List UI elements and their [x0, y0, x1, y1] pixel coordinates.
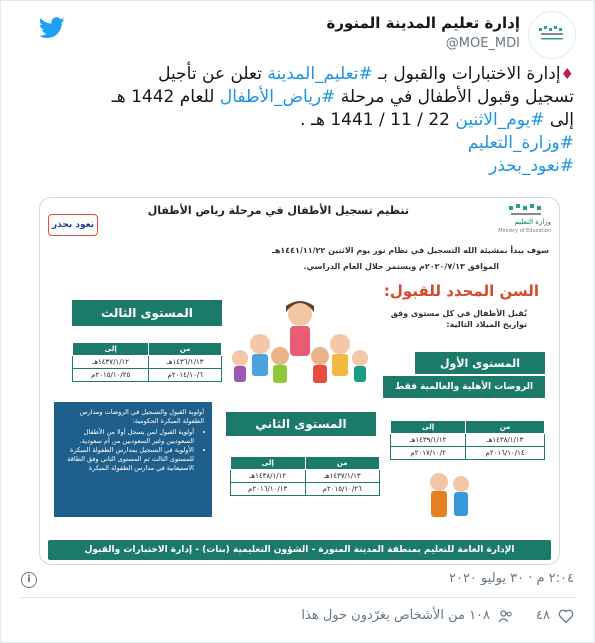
priority-box: أولوية القبول والتسجيل في الروضات ومدارس الطفولة المبكرة الحكومية: • أولوية القبول لمن يسجل أولا من الأطفال السعوديين وغير السعوديين من أم سعودية. • الأولوية في التسجيل بمدارس الطفولة المبكرة للمستوى الثالث ثم المستوى الثاني وفق الطاقة الاستيعابية في مدارس الطفولة المبكرة: [54, 402, 212, 517]
age-heading: السن المحدد للقبول:: [383, 282, 539, 300]
tweet-line-2: تسجيل وقبول الأطفال في مرحلة #رياض_الأطفال للعام 1442 هـ: [111, 87, 574, 107]
tweet-header: [19, 9, 576, 59]
level-1-subtitle: الروضات الأهلية والعالمية فقط: [383, 376, 545, 398]
tweet-line-1: ♦إدارة الاختبارات والقبول بـ #تعليم_المدينة تعلن عن تأجيل: [158, 64, 574, 84]
tweet-text: [19, 63, 574, 178]
hashtag-link[interactable]: #رياض_الأطفال: [219, 87, 336, 107]
level-3-banner: المستوى الثالث: [72, 300, 222, 326]
level-3-table: من إلى ١٤٣٦/١/١٣هـ ١٤٣٧/١/١٢هـ ٢٠١٤/١٠/٦م ٢٠١٥/١٠/٢٥م: [72, 342, 222, 382]
tweet-line-3: إلى #يوم_الاثنين 22 / 11 / 1441 هـ .: [300, 110, 574, 130]
children-illustration: [230, 296, 370, 386]
registration-note-date: الموافق ٢٠٢٠/٧/١٣م ويستمر خلال العام الدراسي.: [303, 262, 499, 271]
talking-about-link[interactable]: ١٠٨ من الأشخاص يغرّدون حول هذا: [301, 608, 491, 623]
level-2-banner: المستوى الثاني: [226, 412, 376, 436]
level-1-banner: المستوى الأول: [415, 352, 545, 374]
heart-icon[interactable]: [558, 609, 574, 623]
like-count[interactable]: ٤٨: [536, 608, 550, 623]
level-1-table: من إلى ١٤٣٨/١/١٣هـ ١٤٣٩/١/١٢هـ ٢٠١٦/١٠/١٤م ٢٠١٧/١٠/٢م: [390, 420, 545, 460]
tweet-timestamp[interactable]: ٢:٠٤ م · ٣٠ يوليو ٢٠٢٠: [448, 571, 574, 586]
hashtag-link[interactable]: #وزارة_التعليم: [467, 133, 574, 153]
infographic-title: تنظيم تسجيل الأطفال في مرحلة رياض الأطفال: [147, 204, 409, 217]
avatar[interactable]: [528, 11, 576, 59]
hashtag-link[interactable]: #يوم_الاثنين: [455, 110, 545, 130]
infographic-footer: الإدارة العامة للتعليم بمنطقة المدينة المنورة - الشؤون التعليمية (بنات) - إدارة الاختبارات والقبول: [48, 540, 551, 560]
account-handle[interactable]: @MOE_MDI: [445, 36, 520, 51]
registration-note: سوف يبدأ بمشيئة الله التسجيل في نظام نور يوم الاثنين ١٤٤١/١١/٢٢هـ: [272, 246, 549, 255]
info-icon[interactable]: i: [21, 572, 37, 588]
diamond-icon: ♦: [560, 65, 574, 83]
hashtag-link[interactable]: #تعليم_المدينة: [267, 64, 373, 84]
students-illustration: [419, 466, 479, 526]
naud-bihadhar-logo: نعود بحذر: [48, 214, 98, 236]
divider: [19, 597, 576, 598]
tweet-image[interactable]: [39, 197, 560, 565]
age-description: يُقبل الأطفال في كل مستوى وفق تواريخ الميلاد التالية:: [390, 309, 527, 329]
hashtag-link[interactable]: #نعود_بحذر: [489, 156, 574, 176]
people-talking-icon[interactable]: [498, 609, 514, 623]
tweet-actions: [301, 608, 574, 623]
moe-logo-icon: [537, 25, 567, 45]
account-name[interactable]: إدارة تعليم المدينة المنورة: [326, 14, 520, 32]
moe-logo: وزارة التعليم Ministry of Education: [487, 204, 551, 238]
level-2-table: من إلى ١٤٣٧/١/١٣هـ ١٤٣٨/١/١٢هـ ٢٠١٥/١٠/٢٦م ٢٠١٦/١٠/١٣م: [230, 456, 380, 496]
twitter-bird-icon[interactable]: [39, 17, 65, 39]
moe-logo-icon: [507, 204, 547, 218]
